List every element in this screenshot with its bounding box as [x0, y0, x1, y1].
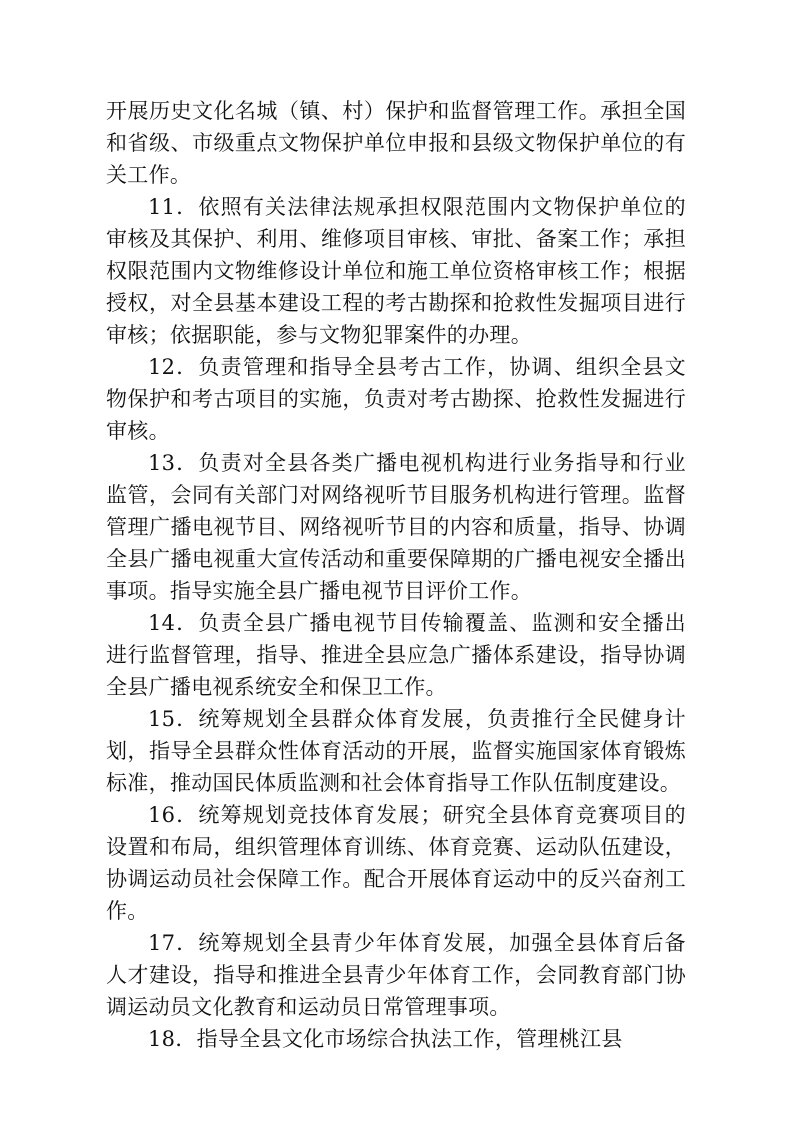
paragraph-item-15: 15．统筹规划全县群众体育发展，负责推行全民健身计划，指导全县群众性体育活动的开展，监督实施国家体育锻炼标准，推动国民体质监测和社会体育指导工作队伍制度建设。 — [106, 707, 686, 795]
paragraph-item-17: 17．统筹规划全县青少年体育发展，加强全县体育后备人才建设，指导和推进全县青少年体育工作，会同教育部门协调运动员文化教育和运动员日常管理事项。 — [106, 931, 686, 1019]
document-body — [106, 95, 686, 1055]
paragraph-item-18: 18．指导全县文化市场综合执法工作，管理桃江县 — [148, 1027, 623, 1051]
paragraph-item-16: 16．统筹规划竞技体育发展；研究全县体育竞赛项目的设置和布局，组织管理体育训练、体育竞赛、运动队伍建设，协调运动员社会保障工作。配合开展体育运动中的反兴奋剂工作。 — [106, 803, 686, 923]
paragraph-continued: 开展历史文化名城（镇、村）保护和监督管理工作。承担全国和省级、市级重点文物保护单位申报和县级文物保护单位的有关工作。 — [106, 99, 686, 187]
paragraph-item-11: 11．依照有关法律法规承担权限范围内文物保护单位的审核及其保护、利用、维修项目审核、审批、备案工作；承担权限范围内文物维修设计单位和施工单位资格审核工作；根据授权，对全县基本建设工程的考古勘探和抢救性发掘项目进行审核；依据职能，参与文物犯罪案件的办理。 — [106, 195, 686, 347]
paragraph-item-14: 14．负责全县广播电视节目传输覆盖、监测和安全播出进行监督管理，指导、推进全县应急广播体系建设，指导协调全县广播电视系统安全和保卫工作。 — [106, 611, 686, 699]
paragraph-item-12: 12．负责管理和指导全县考古工作，协调、组织全县文物保护和考古项目的实施，负责对考古勘探、抢救性发掘进行审核。 — [106, 355, 686, 443]
paragraph-item-13: 13．负责对全县各类广播电视机构进行业务指导和行业监管，会同有关部门对网络视听节目服务机构进行管理。监督管理广播电视节目、网络视听节目的内容和质量，指导、协调全县广播电视重大宣传活动和重要保障期的广播电视安全播出事项。指导实施全县广播电视节目评价工作。 — [106, 451, 686, 603]
